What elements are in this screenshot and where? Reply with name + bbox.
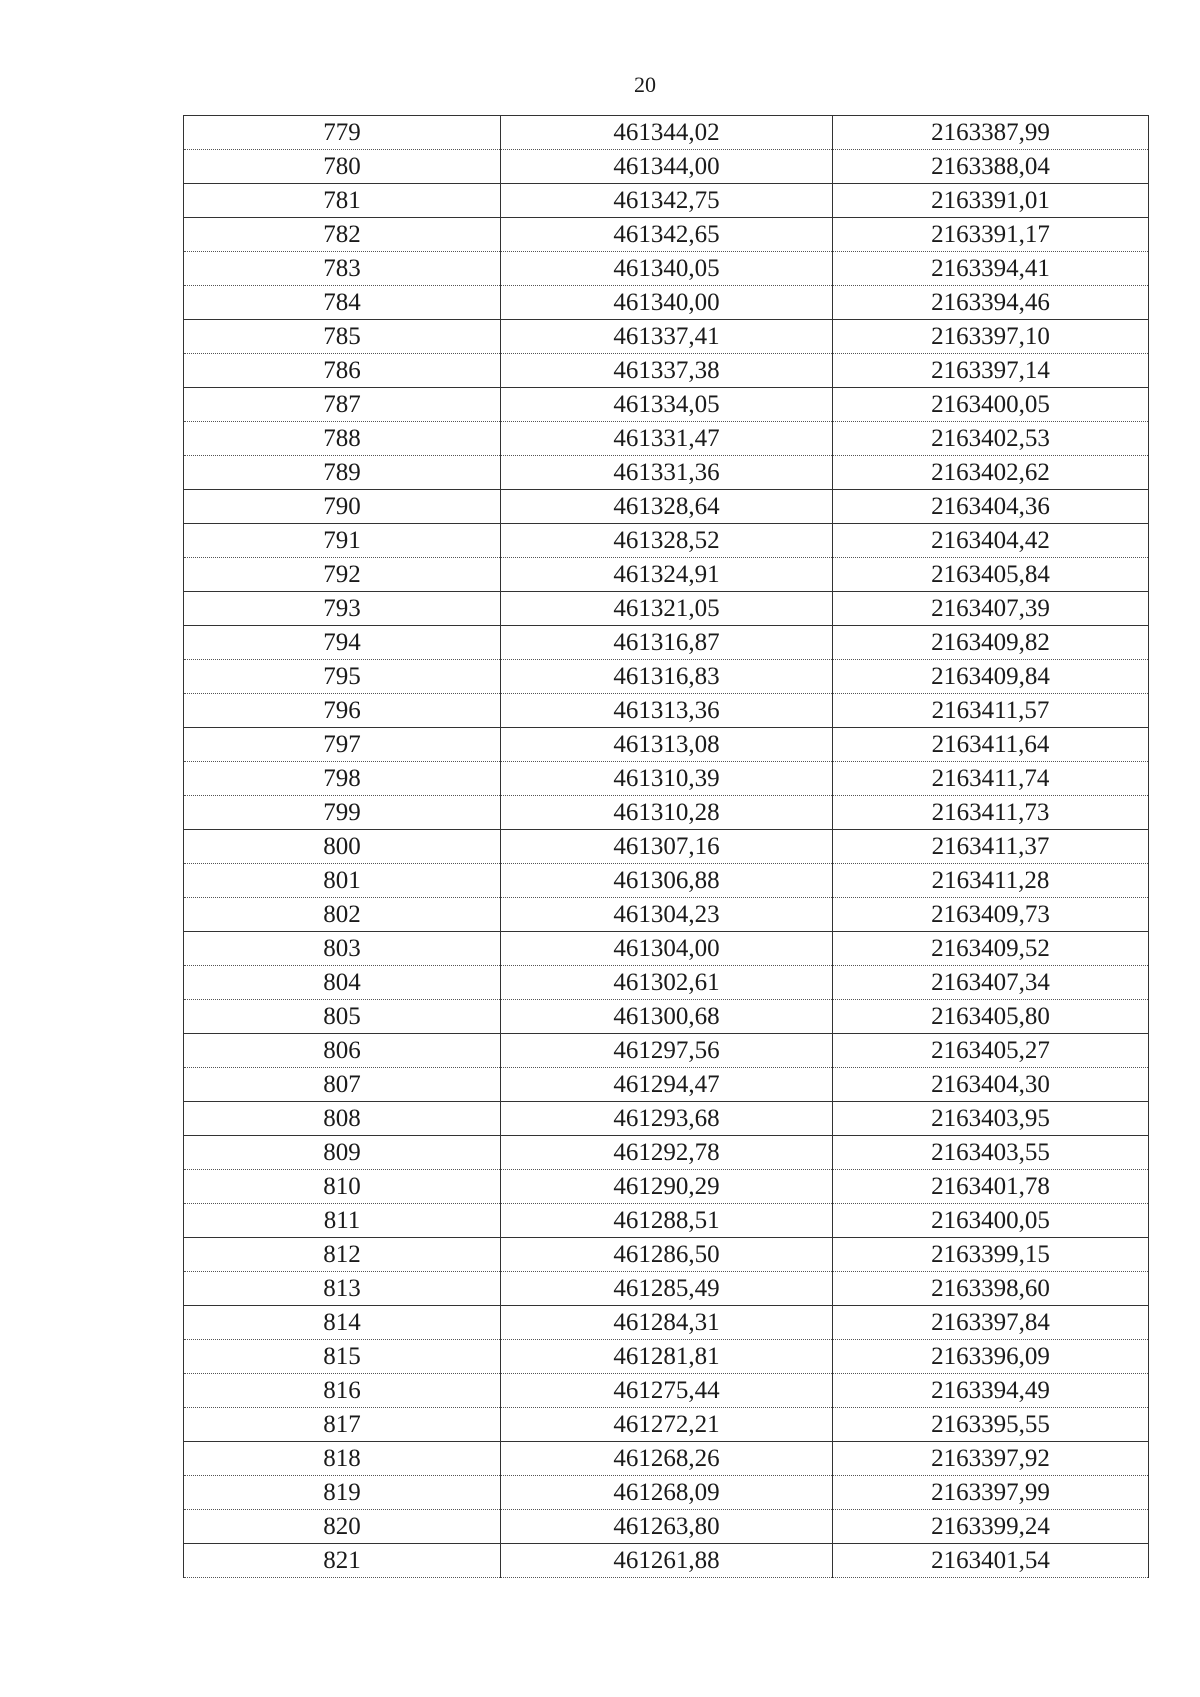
point-number-cell: 806	[184, 1034, 501, 1068]
table-row	[184, 728, 1149, 762]
point-number-cell: 810	[184, 1170, 501, 1204]
point-number-cell: 805	[184, 1000, 501, 1034]
point-number-cell: 788	[184, 422, 501, 456]
y-coordinate-cell: 2163401,54	[833, 1544, 1149, 1578]
table-row	[184, 1272, 1149, 1306]
y-coordinate-cell: 2163400,05	[833, 388, 1149, 422]
x-coordinate-cell: 461286,50	[501, 1238, 833, 1272]
table-row	[184, 796, 1149, 830]
x-coordinate-cell: 461316,87	[501, 626, 833, 660]
x-coordinate-cell: 461307,16	[501, 830, 833, 864]
point-number-cell: 784	[184, 286, 501, 320]
table-row	[184, 1510, 1149, 1544]
y-coordinate-cell: 2163404,36	[833, 490, 1149, 524]
x-coordinate-cell: 461331,36	[501, 456, 833, 490]
y-coordinate-cell: 2163401,78	[833, 1170, 1149, 1204]
point-number-cell: 813	[184, 1272, 501, 1306]
x-coordinate-cell: 461292,78	[501, 1136, 833, 1170]
y-coordinate-cell: 2163411,73	[833, 796, 1149, 830]
table-row	[184, 558, 1149, 592]
x-coordinate-cell: 461284,31	[501, 1306, 833, 1340]
point-number-cell: 795	[184, 660, 501, 694]
table-row	[184, 1034, 1149, 1068]
table-row	[184, 286, 1149, 320]
table-row	[184, 456, 1149, 490]
y-coordinate-cell: 2163404,42	[833, 524, 1149, 558]
y-coordinate-cell: 2163395,55	[833, 1408, 1149, 1442]
y-coordinate-cell: 2163397,92	[833, 1442, 1149, 1476]
y-coordinate-cell: 2163409,84	[833, 660, 1149, 694]
point-number-cell: 800	[184, 830, 501, 864]
point-number-cell: 783	[184, 252, 501, 286]
point-number-cell: 820	[184, 1510, 501, 1544]
point-number-cell: 797	[184, 728, 501, 762]
x-coordinate-cell: 461300,68	[501, 1000, 833, 1034]
y-coordinate-cell: 2163409,52	[833, 932, 1149, 966]
table-row	[184, 966, 1149, 1000]
y-coordinate-cell: 2163394,46	[833, 286, 1149, 320]
x-coordinate-cell: 461310,39	[501, 762, 833, 796]
y-coordinate-cell: 2163402,53	[833, 422, 1149, 456]
x-coordinate-cell: 461285,49	[501, 1272, 833, 1306]
y-coordinate-cell: 2163394,41	[833, 252, 1149, 286]
y-coordinate-cell: 2163405,80	[833, 1000, 1149, 1034]
y-coordinate-cell: 2163388,04	[833, 150, 1149, 184]
x-coordinate-cell: 461304,23	[501, 898, 833, 932]
y-coordinate-cell: 2163409,82	[833, 626, 1149, 660]
table-row	[184, 1442, 1149, 1476]
y-coordinate-cell: 2163411,28	[833, 864, 1149, 898]
point-number-cell: 790	[184, 490, 501, 524]
y-coordinate-cell: 2163397,84	[833, 1306, 1149, 1340]
y-coordinate-cell: 2163400,05	[833, 1204, 1149, 1238]
y-coordinate-cell: 2163411,64	[833, 728, 1149, 762]
table-row	[184, 1408, 1149, 1442]
y-coordinate-cell: 2163399,24	[833, 1510, 1149, 1544]
x-coordinate-cell: 461334,05	[501, 388, 833, 422]
x-coordinate-cell: 461331,47	[501, 422, 833, 456]
table-row	[184, 830, 1149, 864]
x-coordinate-cell: 461268,09	[501, 1476, 833, 1510]
point-number-cell: 808	[184, 1102, 501, 1136]
x-coordinate-cell: 461340,00	[501, 286, 833, 320]
table-row	[184, 1238, 1149, 1272]
y-coordinate-cell: 2163407,39	[833, 592, 1149, 626]
table-row	[184, 1306, 1149, 1340]
table-row	[184, 592, 1149, 626]
point-number-cell: 809	[184, 1136, 501, 1170]
point-number-cell: 812	[184, 1238, 501, 1272]
coordinates-table-body	[184, 116, 1149, 1578]
point-number-cell: 801	[184, 864, 501, 898]
y-coordinate-cell: 2163407,34	[833, 966, 1149, 1000]
point-number-cell: 786	[184, 354, 501, 388]
x-coordinate-cell: 461281,81	[501, 1340, 833, 1374]
table-row	[184, 1102, 1149, 1136]
y-coordinate-cell: 2163411,37	[833, 830, 1149, 864]
point-number-cell: 807	[184, 1068, 501, 1102]
y-coordinate-cell: 2163404,30	[833, 1068, 1149, 1102]
x-coordinate-cell: 461316,83	[501, 660, 833, 694]
x-coordinate-cell: 461304,00	[501, 932, 833, 966]
point-number-cell: 793	[184, 592, 501, 626]
table-row	[184, 1170, 1149, 1204]
x-coordinate-cell: 461275,44	[501, 1374, 833, 1408]
point-number-cell: 818	[184, 1442, 501, 1476]
y-coordinate-cell: 2163409,73	[833, 898, 1149, 932]
point-number-cell: 789	[184, 456, 501, 490]
table-row	[184, 116, 1149, 150]
x-coordinate-cell: 461263,80	[501, 1510, 833, 1544]
x-coordinate-cell: 461344,00	[501, 150, 833, 184]
table-row	[184, 1544, 1149, 1578]
x-coordinate-cell: 461306,88	[501, 864, 833, 898]
x-coordinate-cell: 461342,65	[501, 218, 833, 252]
table-row	[184, 1068, 1149, 1102]
y-coordinate-cell: 2163396,09	[833, 1340, 1149, 1374]
point-number-cell: 814	[184, 1306, 501, 1340]
y-coordinate-cell: 2163399,15	[833, 1238, 1149, 1272]
y-coordinate-cell: 2163403,55	[833, 1136, 1149, 1170]
table-row	[184, 218, 1149, 252]
y-coordinate-cell: 2163411,57	[833, 694, 1149, 728]
point-number-cell: 787	[184, 388, 501, 422]
x-coordinate-cell: 461290,29	[501, 1170, 833, 1204]
point-number-cell: 780	[184, 150, 501, 184]
point-number-cell: 816	[184, 1374, 501, 1408]
x-coordinate-cell: 461313,36	[501, 694, 833, 728]
x-coordinate-cell: 461294,47	[501, 1068, 833, 1102]
table-row	[184, 1340, 1149, 1374]
x-coordinate-cell: 461337,41	[501, 320, 833, 354]
table-row	[184, 1204, 1149, 1238]
point-number-cell: 791	[184, 524, 501, 558]
x-coordinate-cell: 461272,21	[501, 1408, 833, 1442]
x-coordinate-cell: 461344,02	[501, 116, 833, 150]
point-number-cell: 792	[184, 558, 501, 592]
point-number-cell: 817	[184, 1408, 501, 1442]
x-coordinate-cell: 461337,38	[501, 354, 833, 388]
point-number-cell: 798	[184, 762, 501, 796]
table-row	[184, 1136, 1149, 1170]
x-coordinate-cell: 461268,26	[501, 1442, 833, 1476]
table-row	[184, 422, 1149, 456]
table-row	[184, 1000, 1149, 1034]
y-coordinate-cell: 2163397,14	[833, 354, 1149, 388]
y-coordinate-cell: 2163397,99	[833, 1476, 1149, 1510]
point-number-cell: 811	[184, 1204, 501, 1238]
y-coordinate-cell: 2163391,17	[833, 218, 1149, 252]
point-number-cell: 781	[184, 184, 501, 218]
point-number-cell: 821	[184, 1544, 501, 1578]
y-coordinate-cell: 2163387,99	[833, 116, 1149, 150]
table-row	[184, 490, 1149, 524]
point-number-cell: 785	[184, 320, 501, 354]
table-row	[184, 1476, 1149, 1510]
x-coordinate-cell: 461313,08	[501, 728, 833, 762]
x-coordinate-cell: 461302,61	[501, 966, 833, 1000]
point-number-cell: 794	[184, 626, 501, 660]
point-number-cell: 779	[184, 116, 501, 150]
table-row	[184, 864, 1149, 898]
y-coordinate-cell: 2163411,74	[833, 762, 1149, 796]
table-row	[184, 898, 1149, 932]
x-coordinate-cell: 461342,75	[501, 184, 833, 218]
y-coordinate-cell: 2163403,95	[833, 1102, 1149, 1136]
table-row	[184, 354, 1149, 388]
x-coordinate-cell: 461340,05	[501, 252, 833, 286]
point-number-cell: 802	[184, 898, 501, 932]
y-coordinate-cell: 2163394,49	[833, 1374, 1149, 1408]
x-coordinate-cell: 461324,91	[501, 558, 833, 592]
y-coordinate-cell: 2163398,60	[833, 1272, 1149, 1306]
table-row	[184, 626, 1149, 660]
point-number-cell: 804	[184, 966, 501, 1000]
page-number: 20	[634, 72, 656, 97]
table-row	[184, 524, 1149, 558]
table-row	[184, 184, 1149, 218]
point-number-cell: 796	[184, 694, 501, 728]
point-number-cell: 782	[184, 218, 501, 252]
y-coordinate-cell: 2163391,01	[833, 184, 1149, 218]
coordinates-table	[183, 115, 1149, 1578]
point-number-cell: 815	[184, 1340, 501, 1374]
point-number-cell: 819	[184, 1476, 501, 1510]
x-coordinate-cell: 461261,88	[501, 1544, 833, 1578]
x-coordinate-cell: 461321,05	[501, 592, 833, 626]
x-coordinate-cell: 461288,51	[501, 1204, 833, 1238]
x-coordinate-cell: 461310,28	[501, 796, 833, 830]
table-row	[184, 388, 1149, 422]
x-coordinate-cell: 461293,68	[501, 1102, 833, 1136]
point-number-cell: 799	[184, 796, 501, 830]
table-row	[184, 694, 1149, 728]
y-coordinate-cell: 2163397,10	[833, 320, 1149, 354]
y-coordinate-cell: 2163402,62	[833, 456, 1149, 490]
table-row	[184, 932, 1149, 966]
x-coordinate-cell: 461297,56	[501, 1034, 833, 1068]
y-coordinate-cell: 2163405,27	[833, 1034, 1149, 1068]
table-row	[184, 762, 1149, 796]
table-row	[184, 1374, 1149, 1408]
point-number-cell: 803	[184, 932, 501, 966]
table-row	[184, 252, 1149, 286]
x-coordinate-cell: 461328,64	[501, 490, 833, 524]
x-coordinate-cell: 461328,52	[501, 524, 833, 558]
y-coordinate-cell: 2163405,84	[833, 558, 1149, 592]
table-row	[184, 660, 1149, 694]
table-row	[184, 150, 1149, 184]
table-row	[184, 320, 1149, 354]
